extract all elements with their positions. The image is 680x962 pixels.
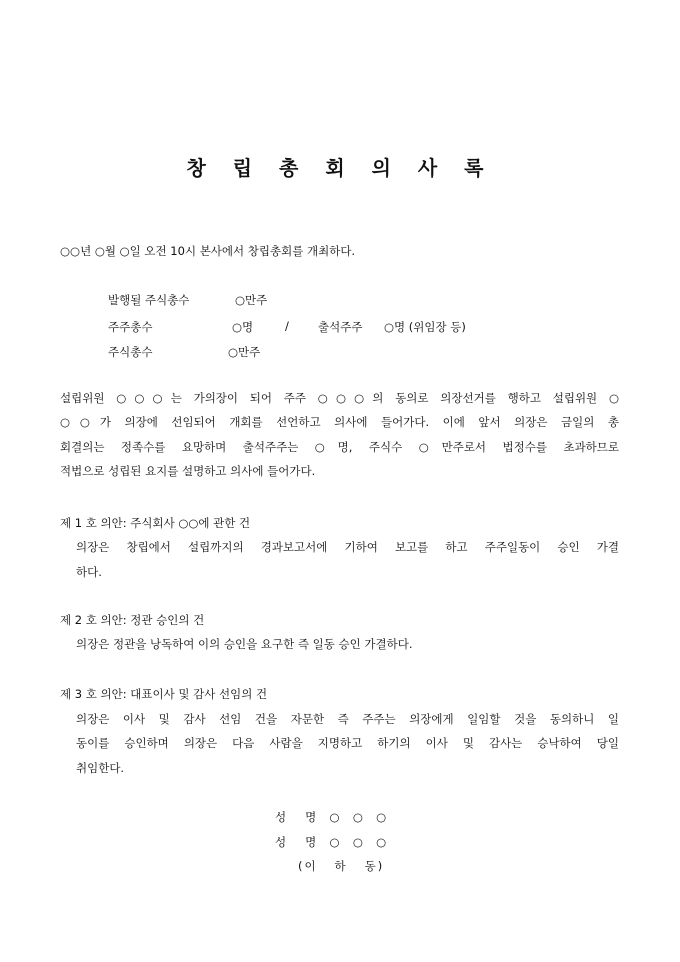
opening-paragraph-line: 적법으로 성립된 요지를 설명하고 의사에 들어가다. (60, 464, 316, 478)
shareholders-label: 주주총수 (108, 320, 153, 334)
opening-paragraph-line: 회결의는 정족수를 요망하며 출석주주는 ○명, 주식수 ○만주로서 법정수를 초과하므로 (60, 440, 619, 454)
signature-line-3: (이 하 동) (298, 859, 385, 873)
intro-line: ○○년 ○월 ○일 오전 10시 본사에서 창립총회를 개최하다. (60, 244, 356, 258)
agenda-1-body-line: 의장은 창립에서 설립까지의 경과보고서에 기하여 보고를 하고 주주일동이 승인 가결 (76, 540, 619, 554)
attending-value: ○명 (위임장 등) (384, 320, 466, 334)
agenda-3-body-line: 동이를 승인하며 의장은 다음 사람을 지명하고 하기의 이사 및 감사는 승낙하여 당일 (76, 736, 619, 750)
stats-separator: / (285, 319, 289, 333)
agenda-3-body-line: 취임한다. (76, 761, 125, 775)
agenda-2-body-line: 의장은 정관을 낭독하여 이의 승인을 요구한 즉 일동 승인 가결하다. (76, 637, 413, 651)
agenda-3-heading: 제 3 호 의안: 대표이사 및 감사 선임의 건 (60, 687, 268, 701)
issued-shares-label: 발행될 주식총수 (108, 293, 190, 307)
issued-shares-value: ○만주 (235, 293, 268, 307)
document-title: 창 립 총 회 의 사 록 (186, 156, 494, 180)
agenda-3-body-line: 의장은 이사 및 감사 선임 건을 자문한 즉 주주는 의장에게 일임할 것을 동의하니 일 (76, 712, 619, 726)
total-shares-label: 주식총수 (108, 345, 153, 359)
total-shares-value: ○만주 (228, 345, 261, 359)
agenda-1-heading: 제 1 호 의안: 주식회사 ○○에 관한 건 (60, 516, 251, 530)
opening-paragraph-line: 설립위원 ○○○는 가의장이 되어 주주 ○○○의 동의로 의장선거를 행하고 설립위원 ○ (60, 391, 619, 405)
signature-line-2: 성 명 ○ ○ ○ (275, 835, 389, 849)
shareholders-value: ○명 (232, 320, 254, 334)
signature-line-1: 성 명 ○ ○ ○ (275, 810, 389, 824)
agenda-1-body-line: 하다. (76, 565, 102, 579)
agenda-2-heading: 제 2 호 의안: 정관 승인의 건 (60, 613, 205, 627)
attending-label: 출석주주 (318, 320, 363, 334)
opening-paragraph-line: ○○가 의장에 선임되어 개회를 선언하고 의사에 들어가다. 이에 앞서 의장은 금일의 총 (60, 415, 619, 429)
